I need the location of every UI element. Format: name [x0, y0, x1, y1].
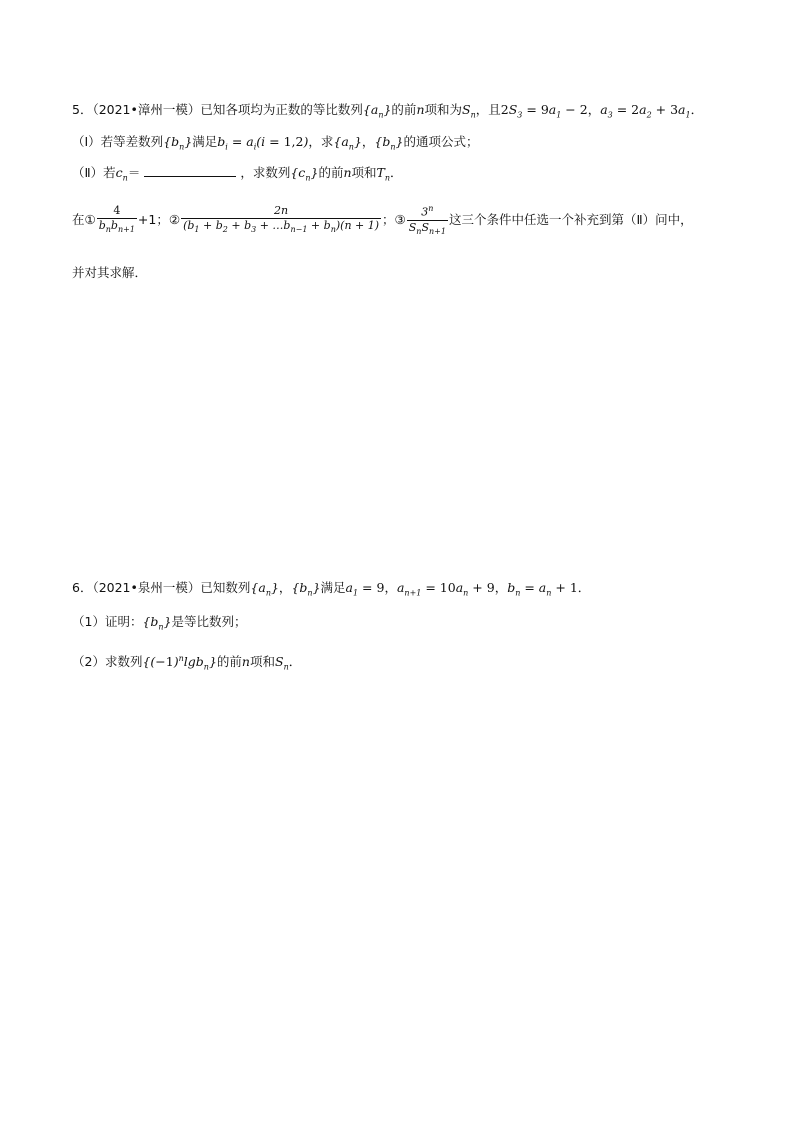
formula: $b_n = a_n + 1$ [507, 580, 578, 598]
formula: $a_{n+1} = 10a_n + 9$ [396, 580, 495, 598]
q6-part1: （1）证明：$\{b_n\}$是等比数列； [72, 614, 247, 632]
q5-part2: （Ⅱ）若$c_n=$ ，求数列$\{c_n\}$的前n项和$T_n$． [72, 165, 403, 183]
q6-source: （2021•泉州一模） [92, 580, 201, 595]
formula: $a_1 = 9$ [345, 580, 385, 598]
fill-blank [144, 163, 236, 177]
q5-source: （2021•漳州一模） [92, 102, 201, 117]
fraction-choice-3: $\frac{3^n}{S_nS_{n+1}}$ [408, 204, 446, 236]
fraction-choice-1: $\frac{4}{b_nb_{n+1}}$ [98, 203, 135, 235]
q6-part2: （2）求数列$\{(-1)^n\lg b_n\}$的前n项和$S_n$． [72, 654, 302, 672]
fraction-choice-2: $\frac{2n}{(b_1 + b_2 + b_3 + \dots b_{n-1} + b_n)(n + 1)}$ [183, 203, 380, 235]
q6-number: 6． [72, 580, 93, 595]
q5-choices-end: 并对其求解． [72, 265, 148, 280]
formula: $a_3 = 2a_2 + 3a_1$ [600, 102, 691, 120]
q5-number: 5． [72, 102, 93, 117]
q5-part1: （Ⅰ）若等差数列$\{b_n\}$满足$b_i = a_i(i = 1,2)$，求$\{a_n\}$，$\{b_n\}$的通项公式； [72, 134, 479, 152]
formula: $\{a_n\}$ [362, 102, 392, 120]
q5-stem-line: 5．（2021•漳州一模）已知各项均为正数的等比数列$\{a_n\}$的前n项和为$S_n$，且$2S_3 = 9a_1 - 2$，$a_3 = 2a_2 + 3a_1$． [72, 102, 704, 120]
q6-stem-line: 6．（2021•泉州一模）已知数列$\{a_n\}$，$\{b_n\}$满足$a_1 = 9$，$a_{n+1} = 10a_n + 9$，$b_n = a_n + 1$． [72, 580, 591, 598]
q5-choices: 在① $\frac{4}{b_nb_{n+1}}$ +1；② $\frac{2n}{(b_1 + b_2 + b_3 + \dots b_{n-1} + b_n)(n + 1)}$ ；③ $\frac{3^n}{S_nS_{n+1}}$ 这三个条件中任选一个补充到第（Ⅱ）问中， [72, 202, 693, 239]
formula: $\{(-1)^n\lg b_n\}$ [142, 654, 217, 672]
formula: $2S_3 = 9a_1 - 2$ [500, 102, 588, 120]
formula: $b_i = a_i(i = 1,2)$ [217, 134, 309, 152]
